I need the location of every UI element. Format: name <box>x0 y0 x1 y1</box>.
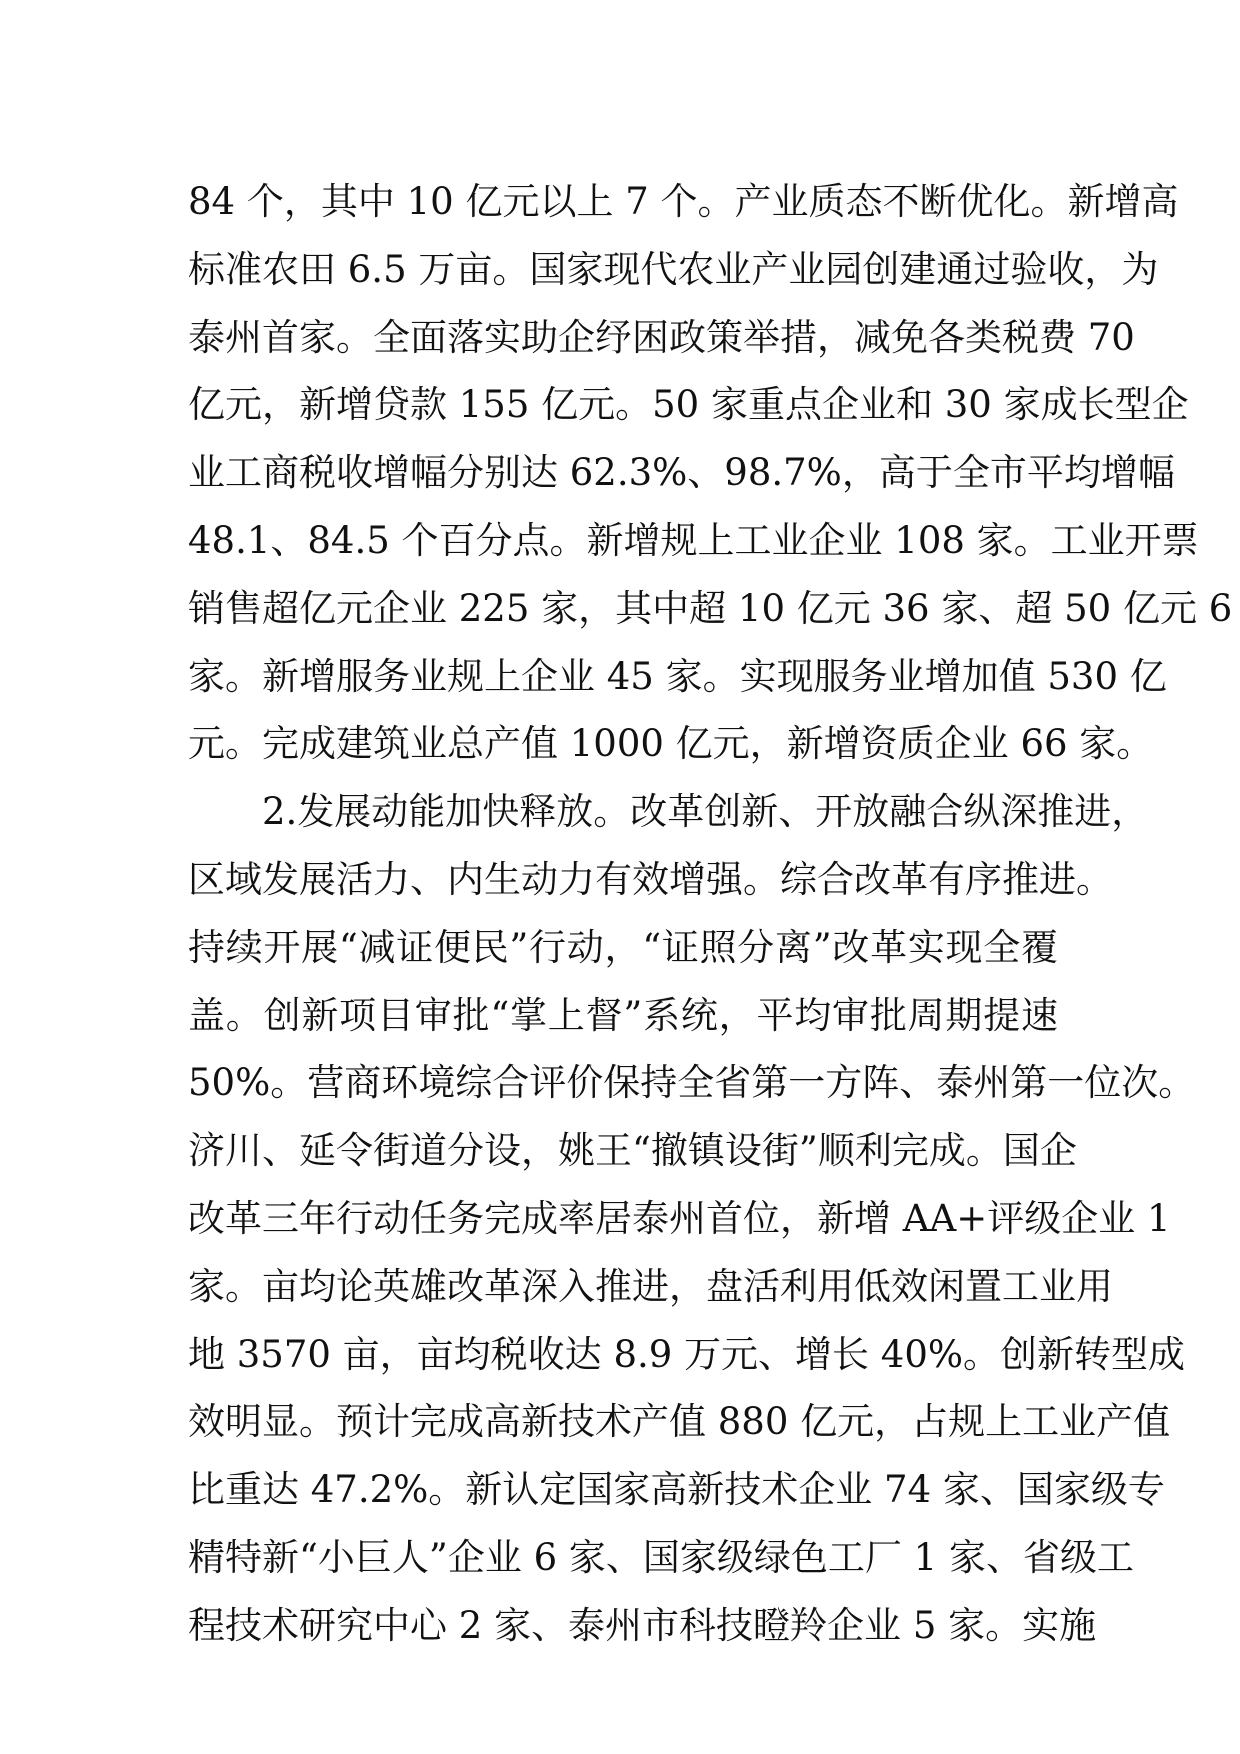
text-line: 效明显。预计完成高新技术产值 880 亿元，占规上工业产值 <box>188 1400 1171 1444</box>
text-line: 区域发展活力、内生动力有效增强。综合改革有序推进。 <box>188 857 1113 901</box>
text-line: 精特新“小巨人”企业 6 家、国家级绿色工厂 1 家、省级工 <box>188 1535 1134 1579</box>
section-heading-line: 2.发展动能加快释放。改革创新、开放融合纵深推进， <box>262 790 1149 834</box>
text-line: 50%。营商环境综合评价保持全省第一方阵、泰州第一位次。 <box>188 1061 1196 1105</box>
text-line: 改革三年行动任务完成率居泰州首位，新增 AA+评级企业 1 <box>188 1196 1171 1240</box>
body-text <box>188 168 1233 1660</box>
text-line: 泰州首家。全面落实助企纾困政策举措，减免各类税费 70 <box>188 315 1135 359</box>
text-line: 济川、延令街道分设，姚王“撤镇设街”顺利完成。国企 <box>188 1129 1077 1173</box>
text-line: 家。亩均论英雄改革深入推进，盘活利用低效闲置工业用 <box>188 1264 1113 1308</box>
text-line: 销售超亿元企业 225 家，其中超 10 亿元 36 家、超 50 亿元 6 <box>188 586 1233 630</box>
text-line: 比重达 47.2%。新认定国家高新技术企业 74 家、国家级专 <box>188 1468 1165 1512</box>
text-line: 48.1、84.5 个百分点。新增规上工业企业 108 家。工业开票 <box>188 518 1199 562</box>
paragraph-end-line: 元。完成建筑业总产值 1000 亿元，新增资质企业 66 家。 <box>188 722 1154 766</box>
text-line: 地 3570 亩，亩均税收达 8.9 万元、增长 40%。创新转型成 <box>188 1332 1186 1376</box>
text-line: 程技术研究中心 2 家、泰州市科技瞪羚企业 5 家。实施 <box>188 1603 1097 1647</box>
text-line: 盖。创新项目审批“掌上督”系统，平均审批周期提速 <box>188 993 1058 1037</box>
text-line: 持续开展“减证便民”行动，“证照分离”改革实现全覆 <box>188 925 1058 969</box>
text-line: 84 个，其中 10 亿元以上 7 个。产业质态不断优化。新增高 <box>188 180 1179 223</box>
text-line: 家。新增服务业规上企业 45 家。实现服务业增加值 530 亿 <box>188 654 1167 698</box>
text-line: 业工商税收增幅分别达 62.3%、98.7%，高于全市平均增幅 <box>188 451 1175 495</box>
text-line: 标准农田 6.5 万亩。国家现代农业产业园创建通过验收，为 <box>188 247 1159 291</box>
text-line: 亿元，新增贷款 155 亿元。50 家重点企业和 30 家成长型企 <box>188 383 1189 427</box>
